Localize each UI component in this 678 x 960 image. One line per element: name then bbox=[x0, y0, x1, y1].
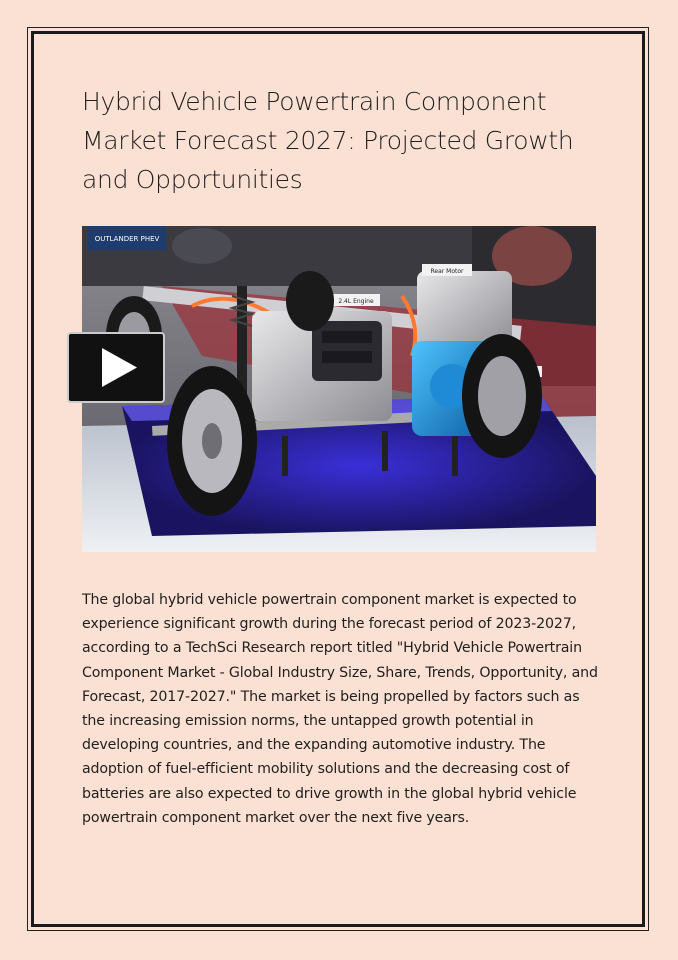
page-title: Hybrid Vehicle Powertrain Component Market Forecast 2027: Projected Growth and Opportunities bbox=[82, 87, 574, 194]
video-play-button[interactable] bbox=[67, 332, 165, 403]
play-icon bbox=[69, 334, 163, 401]
label-rear-motor: Rear Motor bbox=[430, 268, 464, 275]
article-body: The global hybrid vehicle powertrain component market is expected to experience significant growth during the forecast period of 2023-2027, according to a TechSci Research report titled "Hybrid Vehicle Powertrain Component Market - Global Industry Size, Share, Trends, Opportunity, and Forecast, 2017-2027." The market is being propelled by factors such as the increasing emission norms, the untapped growth potential in developing countries, and the expanding automotive industry. The adoption of fuel-efficient mobility solutions and the decreasing cost of batteries are also expected to drive growth in the global hybrid vehicle powertrain component market over the next five years. bbox=[82, 592, 598, 826]
banner-text: OUTLANDER PHEV bbox=[94, 235, 160, 243]
label-engine: 2.4L Engine bbox=[338, 298, 374, 305]
